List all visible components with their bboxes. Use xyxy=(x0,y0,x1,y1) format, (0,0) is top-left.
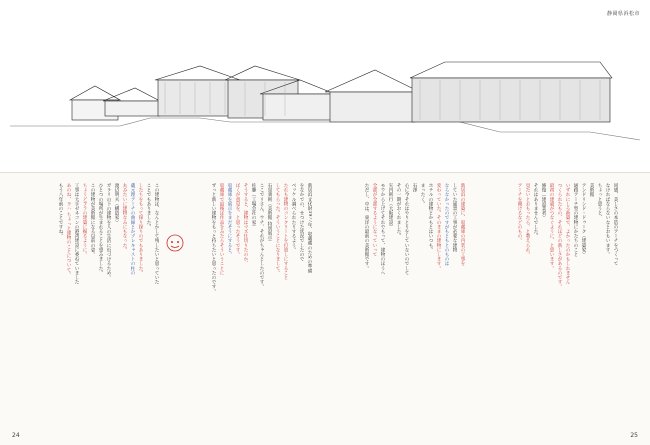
text-column-2 xyxy=(175,183,312,425)
text-line: 矢内則行（大阪建設） xyxy=(388,183,393,229)
text-line: 工事は大手ゼネコンの港湾建設に委ねていました xyxy=(74,183,79,285)
text-line: ここでリさん、ウチ、それがちゃんとしたのです。 xyxy=(259,183,264,289)
text-line: ちょうどブラの建築に掘るように。 xyxy=(82,183,87,257)
text-line: 変わっていた。そのままの建物にします。 xyxy=(436,183,441,271)
text-line: ガラリの下の建物を人の生活に近づけるため。 xyxy=(106,183,111,280)
text-line: ただし、中は、東洋の最前の美術館です。 xyxy=(364,183,369,271)
text-line: その一期がおくれました。 xyxy=(396,183,401,239)
text-line: ちょっと思うと、 xyxy=(597,183,602,220)
page-number-right: 25 xyxy=(630,432,638,439)
text-line: したちをもって探り探りのでもありました。 xyxy=(138,183,143,275)
page-number-left: 24 xyxy=(12,432,20,439)
text-line: 全部が全部するようになっていって xyxy=(372,183,377,257)
text-line: 新居浜の建築に、収蔵庫の内装の工事を xyxy=(460,183,465,266)
text-line: なければならないなとおもいます。 xyxy=(605,183,610,257)
section-divider xyxy=(0,172,650,173)
text-line: 佐藤（工場会社の家） xyxy=(251,183,256,229)
text-line: 心に今それはやりとりをしていないのでして xyxy=(404,183,409,275)
text-line: この建物が美術館になる以前の姿。 xyxy=(90,183,95,257)
text-line: ベッケル調べられたりするよう。 xyxy=(291,183,296,252)
text-line: 修復（建設業者） xyxy=(541,183,546,220)
text-line: あのね、ヨハ ちょっと建物のことについて。 xyxy=(66,183,71,277)
text-line: ずっと新しい建物をもっと持ちたいと思ったのです。 xyxy=(211,183,216,294)
building-illustration xyxy=(0,0,650,172)
text-line: をなかでの、せつけた状況でしたので xyxy=(299,183,304,262)
text-line: アーチを開けるなどのもの。 xyxy=(517,183,522,243)
section-tag: 静岡県浜松市 xyxy=(606,11,640,17)
text-line: ホテルの建物とかもとはいつも。 xyxy=(428,183,433,252)
text-line: していた風景の工事が必要な建物 xyxy=(452,183,457,252)
mascot-stamp-icon xyxy=(160,230,190,260)
text-line: つくられたもの、それほどの新しさがあるのです。 xyxy=(557,183,562,289)
text-line: この建物は、なんとかして残したいと思っていた xyxy=(154,183,159,285)
text-line: それはありませんでした。 xyxy=(533,183,538,239)
text-line: いずれにしろ新築で、よかったのかもしれません xyxy=(565,183,570,285)
text-line: たれも建物のコンクリートを打放しにすること xyxy=(283,183,288,280)
text-line: 石黒義則（美術館 特別展示） xyxy=(267,183,272,245)
warehouse-drawing xyxy=(0,0,650,172)
text-line: 新居浜文化財1977年、収蔵蔵のための準備 xyxy=(307,183,312,273)
text-column-1 xyxy=(22,183,159,425)
text-line: そうすると、建物はマズ仕切りたのか、 xyxy=(243,183,248,266)
text-line: 収蔵庫で最後は作品をみたらそういうことに xyxy=(219,183,224,275)
text-line: ひとつの場所が生まれることを望みました。 xyxy=(98,183,103,275)
text-line: 見たいとおもったら、と教えられ。 xyxy=(525,183,530,257)
text-line: 最初の建築がつなぐように、と思います。 xyxy=(549,183,554,271)
text-line: ぼくが意見を、と思ったそうです。 xyxy=(235,183,240,257)
text-line: 石澤 xyxy=(412,183,417,193)
text-line: まったく。 xyxy=(420,183,425,206)
text-line: 蔵元理アーチの曲線とかプレキャストの柱の xyxy=(130,183,135,275)
text-line: ことでもありました。 xyxy=(146,183,151,229)
text-line: 渡辺明夫（構造家） xyxy=(114,183,119,225)
text-line: アンドリンド・ドゥーク（建築家） xyxy=(581,183,586,257)
text-line: してもらった。そういうことになりまして。 xyxy=(275,183,280,275)
text-line: もう八年前のことですね。 xyxy=(58,183,63,239)
text-line: 丸みたいに建物なみにもなった。 xyxy=(122,183,127,252)
text-line: 収蔵庫を展示をまだそうにすると。 xyxy=(227,183,232,257)
text-line: 美術館 xyxy=(589,183,594,197)
text-line: モウから上げてそれでもって、建物のほうへ xyxy=(380,183,385,275)
text-column-4 xyxy=(481,183,618,425)
text-line: ならなかったのですがもともとのものは xyxy=(444,183,449,266)
text-line: 通路アーチ型の建物にかたちのこと xyxy=(573,183,578,257)
text-line: 同感、美しさの本造のアーチをつくって xyxy=(613,183,618,266)
text-column-3 xyxy=(328,183,465,425)
